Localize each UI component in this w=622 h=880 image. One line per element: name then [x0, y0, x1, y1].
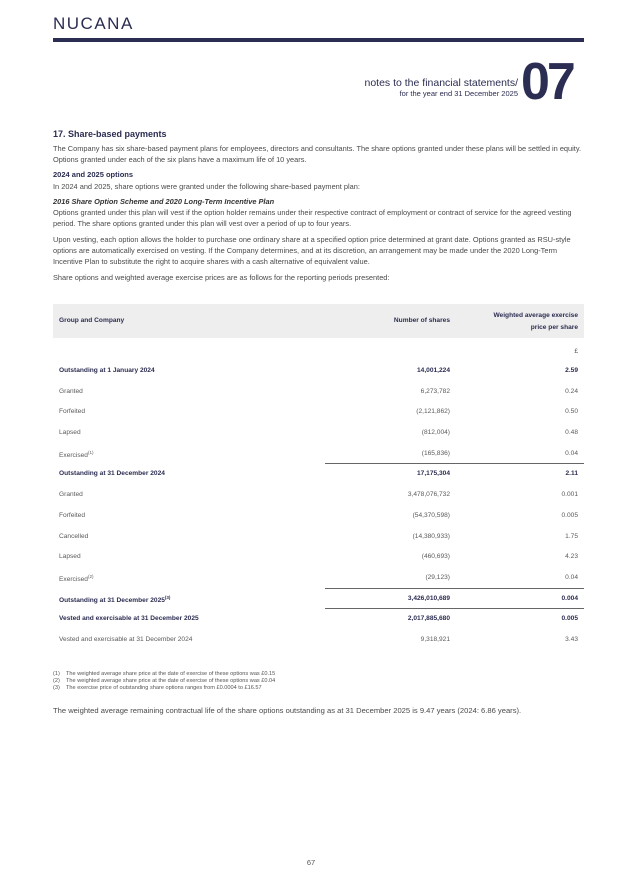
footnote-ref: (2) [87, 573, 94, 579]
subtotal-rule [325, 588, 584, 589]
header-weighted-price [468, 310, 578, 334]
plan-paragraph-1: Options granted under this plan will vest if the option holder remains under their respective contract of employment or contract of service for the agreed vesting period. The share options granted under this plan will vest over a period of up to four years. [53, 208, 572, 228]
page-number: 67 [306, 858, 316, 867]
row-label-text: Lapsed [59, 553, 81, 561]
row-price: 0.004 [561, 594, 578, 602]
row-label-text: Exercised [59, 451, 88, 459]
header-group-company: Group and Company [59, 317, 125, 324]
row-price: 0.48 [565, 429, 578, 437]
row-label [59, 450, 93, 459]
section-subtitle: for the year end 31 December 2025 [399, 89, 518, 98]
row-label-text: Outstanding at 31 December 2025 [59, 596, 165, 604]
unit-row [53, 338, 584, 360]
row-label-text: Forfeited [59, 511, 86, 519]
intro-paragraph: The Company has six share-based payment plans for employees, directors and consultants. The share options granted under these plans will be settled in equity. Options granted under each of the six plans have a maximum life of 10 years. [53, 144, 582, 164]
row-label [59, 491, 83, 498]
table-row [53, 443, 584, 464]
footnote-text: The weighted average share price at the date of exercise of these options was £0.04 [66, 678, 276, 684]
footnote [53, 685, 584, 692]
row-price: 0.24 [565, 387, 578, 395]
row-shares: 6,273,782 [420, 387, 450, 395]
row-shares: (29,123) [425, 573, 450, 581]
sub-heading: 2024 and 2025 options [53, 170, 134, 179]
company-logo: NUCANA [53, 14, 134, 33]
sub-paragraph: In 2024 and 2025, share options were granted under the following share-based payment plan: [53, 182, 360, 191]
closing-paragraph: The weighted average remaining contractual life of the share options outstanding as at 31 December 2025 is 9.47 years (2024: 6.86 years). [53, 706, 522, 715]
table-row [53, 505, 584, 526]
table-row [53, 360, 584, 381]
row-price: 0.04 [565, 449, 578, 457]
table-row [53, 484, 584, 505]
footnote-text: The exercise price of outstanding share options ranges from £0.0004 to £16.57 [66, 685, 262, 691]
footnote [53, 678, 584, 685]
row-price: 3.43 [565, 635, 578, 643]
row-label [59, 595, 170, 604]
header-weighted-price-line2: price per share [530, 324, 578, 331]
row-label [59, 636, 192, 643]
table-row [53, 588, 584, 609]
table-header [53, 304, 584, 338]
footnote-text: The weighted average share price at the date of exercise of these options was £0.15 [66, 671, 276, 677]
row-label [59, 574, 93, 583]
row-label [59, 408, 85, 415]
table-row [53, 381, 584, 402]
footnote-number: (2) [53, 678, 60, 684]
row-label [59, 367, 155, 374]
subtotal-rule [325, 608, 584, 609]
footnote-ref: (3) [164, 594, 171, 600]
main-content [53, 129, 584, 288]
row-price: 0.005 [561, 511, 578, 519]
row-price: 0.04 [565, 573, 578, 581]
section-header [364, 77, 518, 99]
table-row [53, 546, 584, 567]
row-shares: 9,318,921 [420, 635, 450, 643]
row-label-text: Vested and exercisable at 31 December 2024 [59, 635, 193, 643]
unit-label: £ [574, 348, 578, 355]
row-label-text: Vested and exercisable at 31 December 2025 [59, 615, 199, 623]
row-price: 2.11 [565, 470, 578, 478]
plan-paragraph-2: Upon vesting, each option allows the holder to purchase one ordinary share at a specified option price determined at grant date. Options granted as RSU-style options are automatically exercised on vesting. If the Company determines, and at its discretion, an arrangement may be made under the 2020 Long-Term Incentive Plan to substitute the right to acquire shares with a cash alternative of equivalent value. [53, 235, 571, 266]
note-heading: 17. Share-based payments [53, 129, 167, 139]
section-title: notes to the financial statements/ [364, 77, 518, 89]
table-row [53, 526, 584, 547]
plan-heading: 2016 Share Option Scheme and 2020 Long-Term Incentive Plan [53, 197, 275, 206]
row-label-text: Granted [59, 491, 83, 499]
footnote-number: (3) [53, 685, 60, 691]
row-shares: (812,004) [421, 429, 450, 437]
row-shares: (165,836) [421, 449, 450, 457]
row-label [59, 553, 81, 560]
row-label-text: Outstanding at 31 December 2024 [59, 470, 165, 478]
header-bar [53, 38, 584, 42]
row-price: 2.59 [565, 367, 578, 374]
row-price: 0.001 [561, 491, 578, 499]
row-shares: 3,426,010,689 [407, 594, 450, 602]
footnote [53, 671, 584, 678]
row-label-text: Granted [59, 387, 83, 395]
row-shares: (460,693) [421, 553, 450, 561]
row-label [59, 429, 81, 436]
table-body [53, 360, 584, 650]
row-label-text: Forfeited [59, 408, 86, 416]
subtotal-rule [325, 463, 584, 464]
header-weighted-price-line1: Weighted average exercise [493, 312, 578, 319]
row-shares: (54,370,598) [412, 511, 450, 519]
row-price: 4.23 [565, 553, 578, 561]
table-row [53, 567, 584, 588]
table-row [53, 401, 584, 422]
plan-paragraph-3: Share options and weighted average exercise prices are as follows for the reporting periods presented: [53, 273, 390, 282]
row-shares: 2,017,885,680 [407, 615, 450, 623]
row-price: 0.50 [565, 408, 578, 416]
row-shares: 3,478,076,732 [407, 491, 450, 499]
row-label [59, 615, 199, 622]
row-label-text: Lapsed [59, 429, 81, 437]
row-shares: (14,380,933) [412, 532, 450, 540]
section-number: 07 [521, 53, 573, 111]
table-row [53, 422, 584, 443]
row-label [59, 470, 165, 477]
footnote-number: (1) [53, 671, 60, 677]
row-label [59, 512, 85, 519]
row-label [59, 388, 83, 395]
row-label-text: Outstanding at 1 January 2024 [59, 367, 155, 374]
row-shares: 14,001,224 [416, 367, 450, 374]
row-label-text: Exercised [59, 576, 88, 584]
row-shares: 17,175,304 [416, 470, 450, 478]
table-row [53, 608, 584, 629]
table-row [53, 629, 584, 650]
row-label [59, 533, 88, 540]
row-label-text: Cancelled [59, 532, 89, 540]
row-price: 0.005 [561, 615, 578, 623]
row-shares: (2,121,862) [416, 408, 450, 416]
table-row [53, 463, 584, 484]
share-options-table [53, 304, 584, 650]
row-price: 1.75 [565, 532, 578, 540]
header-number-of-shares: Number of shares [393, 317, 450, 324]
footnote-ref: (1) [87, 449, 94, 455]
footnotes [53, 671, 584, 692]
